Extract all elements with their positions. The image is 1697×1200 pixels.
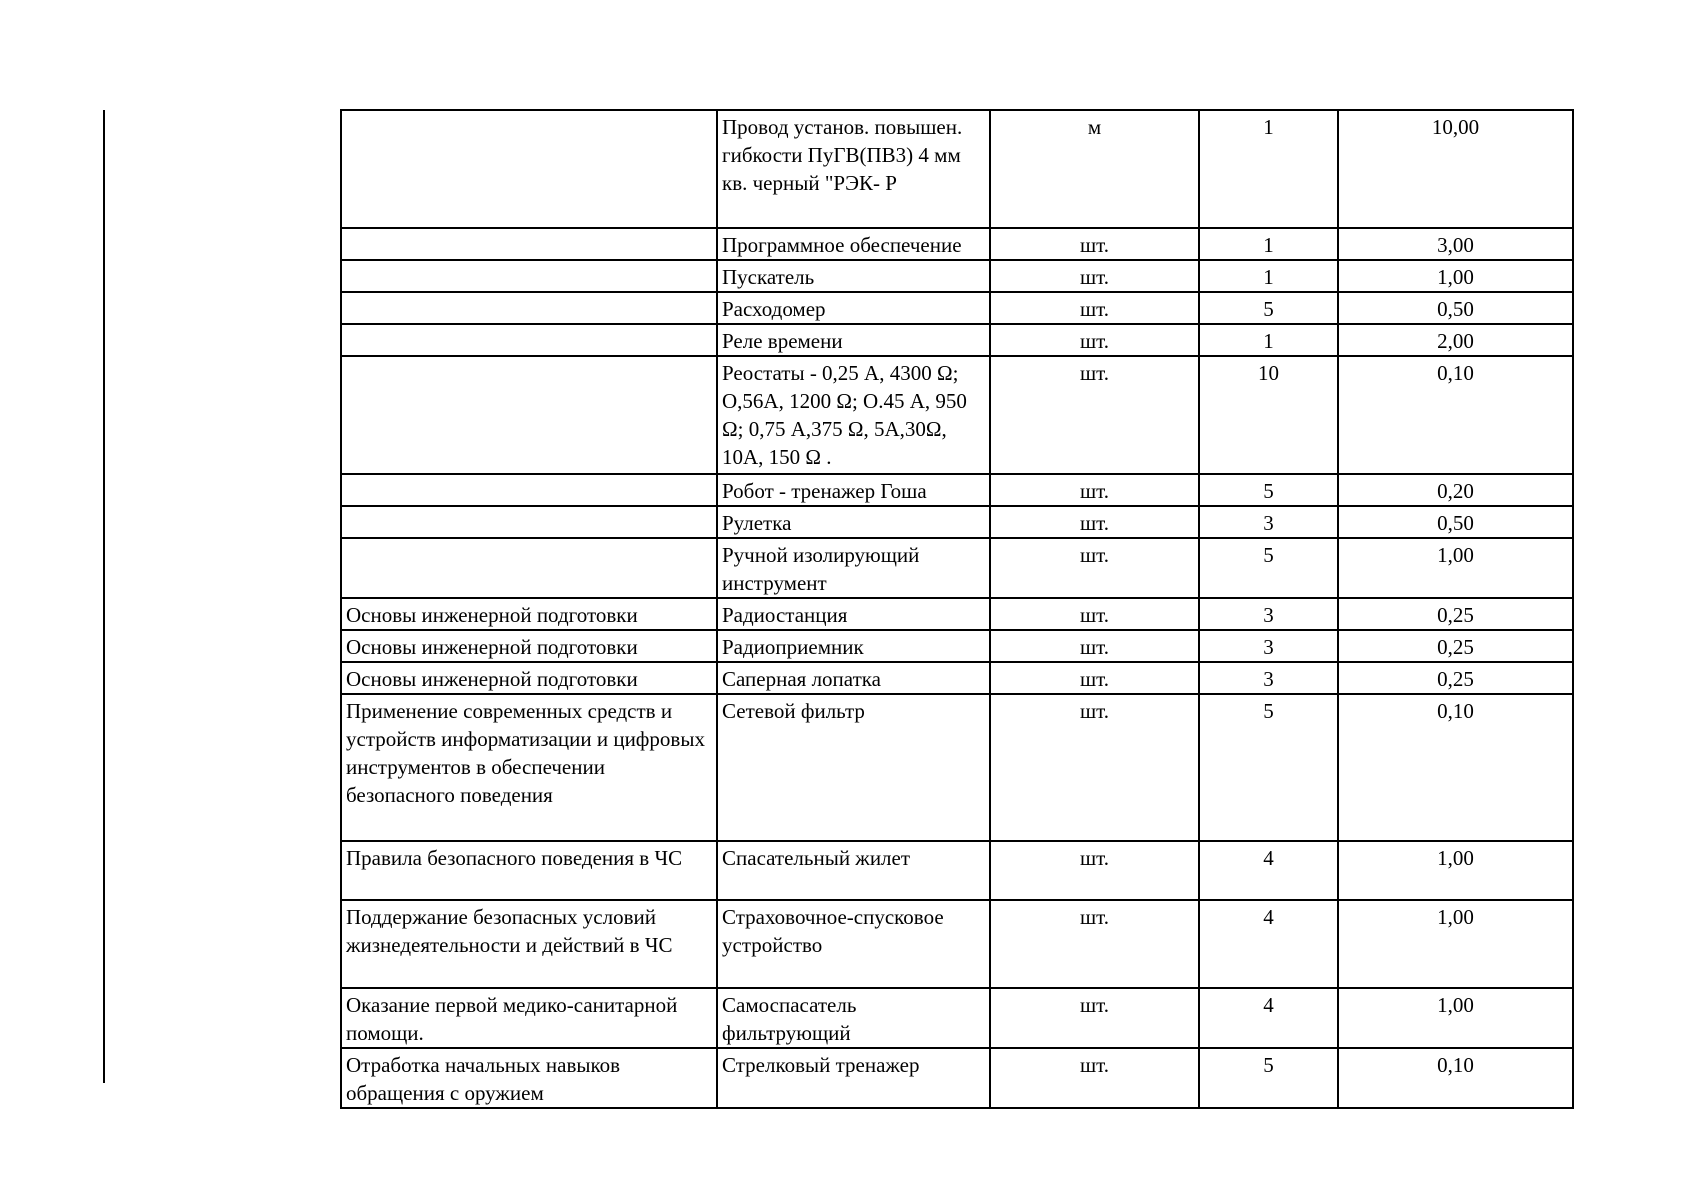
quantity-cell: 4 bbox=[1199, 900, 1338, 988]
unit-cell: шт. bbox=[990, 900, 1199, 988]
item-name-cell: Саперная лопатка bbox=[717, 662, 990, 694]
norm-cell: 0,25 bbox=[1338, 598, 1573, 630]
unit-cell: шт. bbox=[990, 598, 1199, 630]
page-margin-line bbox=[103, 110, 105, 1083]
section-cell bbox=[341, 292, 717, 324]
norm-cell: 1,00 bbox=[1338, 841, 1573, 900]
unit-cell: шт. bbox=[990, 538, 1199, 598]
quantity-cell: 1 bbox=[1199, 324, 1338, 356]
section-cell: Применение современных средств и устройств информатизации и цифровых инструментов в обеспечении безопасного поведения bbox=[341, 694, 717, 841]
section-cell bbox=[341, 228, 717, 260]
norm-cell: 0,25 bbox=[1338, 662, 1573, 694]
section-cell bbox=[341, 324, 717, 356]
item-name-cell: Стрелковый тренажер bbox=[717, 1048, 990, 1108]
unit-cell: шт. bbox=[990, 1048, 1199, 1108]
item-name-cell: Провод установ. повышен. гибкости ПуГВ(ПВ3) 4 мм кв. черный "РЭК- Р bbox=[717, 110, 990, 228]
unit-cell: шт. bbox=[990, 260, 1199, 292]
unit-cell: шт. bbox=[990, 324, 1199, 356]
quantity-cell: 10 bbox=[1199, 356, 1338, 474]
unit-cell: шт. bbox=[990, 630, 1199, 662]
section-cell bbox=[341, 260, 717, 292]
quantity-cell: 4 bbox=[1199, 988, 1338, 1048]
unit-cell: шт. bbox=[990, 662, 1199, 694]
item-name-cell: Реостаты - 0,25 А, 4300 Ω; О,56А, 1200 Ω; О.45 А, 950 Ω; 0,75 А,375 Ω, 5А,30Ω, 10А, 150 Ω . bbox=[717, 356, 990, 474]
item-name-cell: Рулетка bbox=[717, 506, 990, 538]
table-row bbox=[341, 324, 1573, 356]
norm-cell: 1,00 bbox=[1338, 260, 1573, 292]
section-cell: Основы инженерной подготовки bbox=[341, 598, 717, 630]
unit-cell: шт. bbox=[990, 356, 1199, 474]
unit-cell: шт. bbox=[990, 694, 1199, 841]
table-row bbox=[341, 1048, 1573, 1108]
norm-cell: 1,00 bbox=[1338, 900, 1573, 988]
norm-cell: 0,10 bbox=[1338, 1048, 1573, 1108]
norm-cell: 1,00 bbox=[1338, 538, 1573, 598]
table-row bbox=[341, 694, 1573, 841]
quantity-cell: 1 bbox=[1199, 110, 1338, 228]
quantity-cell: 1 bbox=[1199, 228, 1338, 260]
quantity-cell: 3 bbox=[1199, 630, 1338, 662]
table-row bbox=[341, 630, 1573, 662]
item-name-cell: Радиоприемник bbox=[717, 630, 990, 662]
norm-cell: 0,50 bbox=[1338, 506, 1573, 538]
item-name-cell: Расходомер bbox=[717, 292, 990, 324]
table-row bbox=[341, 841, 1573, 900]
quantity-cell: 5 bbox=[1199, 474, 1338, 506]
quantity-cell: 5 bbox=[1199, 538, 1338, 598]
item-name-cell: Робот - тренажер Гоша bbox=[717, 474, 990, 506]
section-cell bbox=[341, 110, 717, 228]
item-name-cell: Страховочное-спусковое устройство bbox=[717, 900, 990, 988]
table-row bbox=[341, 900, 1573, 988]
item-name-cell: Сетевой фильтр bbox=[717, 694, 990, 841]
quantity-cell: 3 bbox=[1199, 662, 1338, 694]
table-row bbox=[341, 110, 1573, 228]
quantity-cell: 3 bbox=[1199, 506, 1338, 538]
unit-cell: шт. bbox=[990, 292, 1199, 324]
table-row bbox=[341, 538, 1573, 598]
section-cell: Оказание первой медико-санитарной помощи. bbox=[341, 988, 717, 1048]
norm-cell: 0,10 bbox=[1338, 356, 1573, 474]
section-cell: Правила безопасного поведения в ЧС bbox=[341, 841, 717, 900]
item-name-cell: Самоспасатель фильтрующий bbox=[717, 988, 990, 1048]
table-row bbox=[341, 988, 1573, 1048]
table-row bbox=[341, 228, 1573, 260]
equipment-table bbox=[340, 109, 1574, 1109]
norm-cell: 0,25 bbox=[1338, 630, 1573, 662]
unit-cell: м bbox=[990, 110, 1199, 228]
norm-cell: 0,50 bbox=[1338, 292, 1573, 324]
item-name-cell: Спасательный жилет bbox=[717, 841, 990, 900]
table-row bbox=[341, 506, 1573, 538]
item-name-cell: Программное обеспечение bbox=[717, 228, 990, 260]
table-row bbox=[341, 356, 1573, 474]
table-row bbox=[341, 662, 1573, 694]
unit-cell: шт. bbox=[990, 841, 1199, 900]
quantity-cell: 4 bbox=[1199, 841, 1338, 900]
norm-cell: 0,10 bbox=[1338, 694, 1573, 841]
table-row bbox=[341, 292, 1573, 324]
item-name-cell: Радиостанция bbox=[717, 598, 990, 630]
table-row bbox=[341, 260, 1573, 292]
section-cell: Основы инженерной подготовки bbox=[341, 662, 717, 694]
norm-cell: 10,00 bbox=[1338, 110, 1573, 228]
quantity-cell: 5 bbox=[1199, 694, 1338, 841]
norm-cell: 1,00 bbox=[1338, 988, 1573, 1048]
table-row bbox=[341, 474, 1573, 506]
quantity-cell: 5 bbox=[1199, 292, 1338, 324]
section-cell: Основы инженерной подготовки bbox=[341, 630, 717, 662]
norm-cell: 3,00 bbox=[1338, 228, 1573, 260]
section-cell: Отработка начальных навыков обращения с оружием bbox=[341, 1048, 717, 1108]
unit-cell: шт. bbox=[990, 988, 1199, 1048]
quantity-cell: 3 bbox=[1199, 598, 1338, 630]
section-cell bbox=[341, 356, 717, 474]
section-cell bbox=[341, 474, 717, 506]
norm-cell: 0,20 bbox=[1338, 474, 1573, 506]
unit-cell: шт. bbox=[990, 228, 1199, 260]
section-cell bbox=[341, 506, 717, 538]
section-cell bbox=[341, 538, 717, 598]
table-row bbox=[341, 598, 1573, 630]
item-name-cell: Ручной изолирующий инструмент bbox=[717, 538, 990, 598]
quantity-cell: 1 bbox=[1199, 260, 1338, 292]
item-name-cell: Пускатель bbox=[717, 260, 990, 292]
norm-cell: 2,00 bbox=[1338, 324, 1573, 356]
section-cell: Поддержание безопасных условий жизнедеятельности и действий в ЧС bbox=[341, 900, 717, 988]
unit-cell: шт. bbox=[990, 506, 1199, 538]
item-name-cell: Реле времени bbox=[717, 324, 990, 356]
quantity-cell: 5 bbox=[1199, 1048, 1338, 1108]
unit-cell: шт. bbox=[990, 474, 1199, 506]
